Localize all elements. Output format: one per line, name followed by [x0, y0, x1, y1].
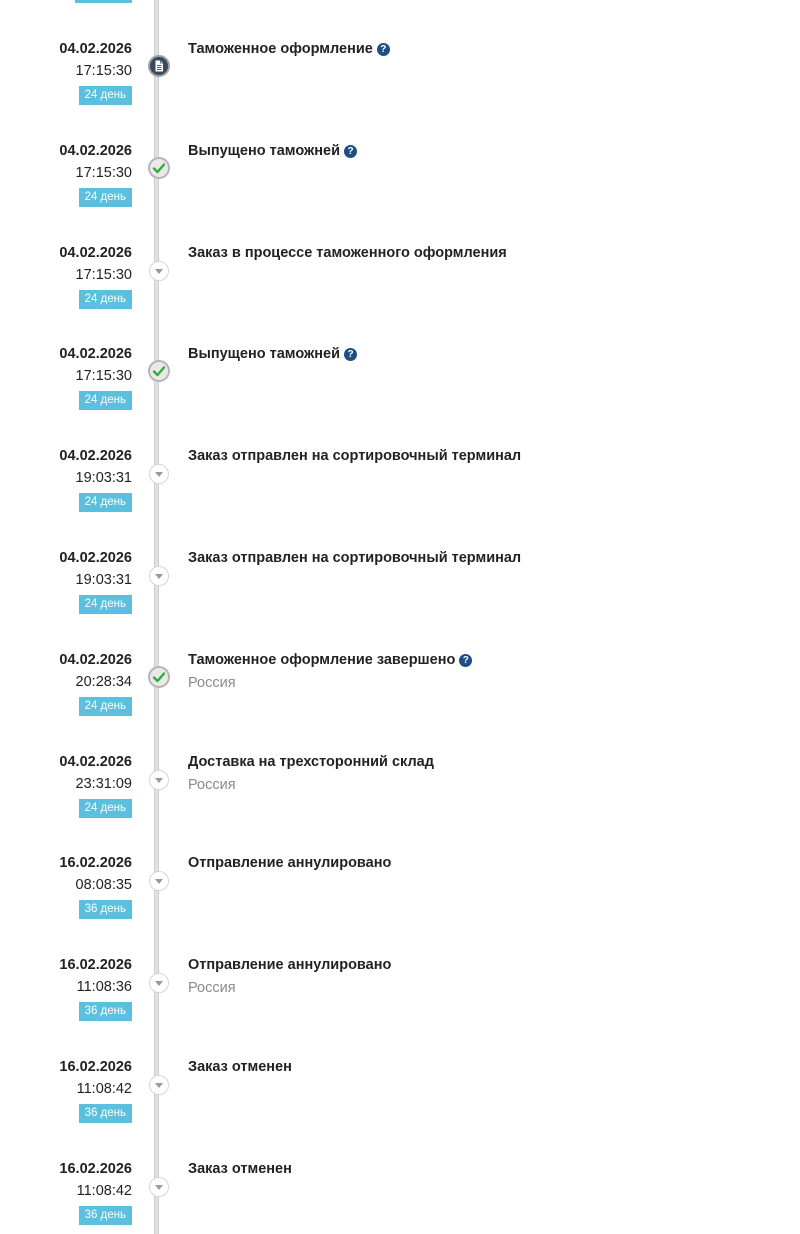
timeline-event	[0, 345, 800, 445]
event-date: 16.02.2026	[59, 1059, 132, 1075]
event-location: Россия	[188, 675, 236, 691]
event-title-text: Выпущено таможней	[188, 346, 341, 362]
timeline-event	[0, 142, 800, 242]
event-title-text: Заказ отменен	[188, 1059, 292, 1075]
event-title	[188, 549, 521, 567]
arrow-down-icon	[149, 973, 169, 993]
event-time: 17:15:30	[75, 267, 132, 283]
check-icon	[148, 157, 170, 179]
event-title	[188, 40, 390, 58]
day-badge: 24 день	[79, 290, 132, 309]
event-location: Россия	[188, 777, 236, 793]
event-time: 08:08:35	[75, 877, 132, 893]
arrow-down-icon	[149, 464, 169, 484]
help-icon[interactable]: ?	[459, 654, 472, 667]
event-time: 17:15:30	[75, 165, 132, 181]
day-badge: 24 день	[79, 391, 132, 410]
day-badge: 24 день	[79, 595, 132, 614]
help-icon[interactable]: ?	[377, 43, 390, 56]
help-icon[interactable]: ?	[344, 348, 357, 361]
event-title-text: Отправление аннулировано	[188, 957, 392, 973]
timeline-event	[0, 753, 800, 853]
event-time: 19:03:31	[75, 470, 132, 486]
event-time: 17:15:30	[75, 63, 132, 79]
day-badge: 24 день	[79, 86, 132, 105]
arrow-down-icon	[149, 871, 169, 891]
arrow-down-icon	[149, 566, 169, 586]
event-date: 16.02.2026	[59, 1161, 132, 1177]
day-badge: 36 день	[79, 1104, 132, 1123]
day-badge: 36 день	[79, 1206, 132, 1225]
event-title-text: Выпущено таможней	[188, 143, 341, 159]
arrow-down-icon	[149, 770, 169, 790]
event-title-text: Заказ в процессе таможенного оформления	[188, 245, 507, 261]
event-title	[188, 1058, 292, 1076]
day-badge: 24 день	[79, 188, 132, 207]
event-date: 04.02.2026	[59, 41, 132, 57]
arrow-down-icon	[149, 1075, 169, 1095]
check-icon	[148, 360, 170, 382]
event-title-text: Доставка на трехсторонний склад	[188, 754, 434, 770]
event-date: 04.02.2026	[59, 754, 132, 770]
help-icon[interactable]: ?	[344, 145, 357, 158]
event-title	[188, 345, 357, 363]
event-date: 04.02.2026	[59, 346, 132, 362]
day-badge: 24 день	[79, 697, 132, 716]
event-title	[188, 753, 434, 771]
day-badge: 36 день	[79, 1002, 132, 1021]
timeline-event	[0, 1160, 800, 1234]
previous-day-badge-edge	[75, 0, 132, 3]
timeline-event	[0, 40, 800, 140]
event-title-text: Заказ отправлен на сортировочный терминал	[188, 550, 522, 566]
event-time: 11:08:42	[76, 1183, 132, 1199]
event-title	[188, 956, 391, 974]
event-title-text: Заказ отменен	[188, 1161, 292, 1177]
timeline-event	[0, 1058, 800, 1158]
timeline-event	[0, 854, 800, 954]
event-title-text: Таможенное оформление	[188, 41, 373, 57]
event-time: 23:31:09	[75, 776, 132, 792]
event-title	[188, 244, 507, 262]
check-icon	[148, 666, 170, 688]
event-date: 16.02.2026	[59, 855, 132, 871]
timeline-event	[0, 956, 800, 1056]
event-title	[188, 854, 391, 872]
event-date: 04.02.2026	[59, 550, 132, 566]
event-date: 04.02.2026	[59, 245, 132, 261]
event-date: 04.02.2026	[59, 143, 132, 159]
event-title	[188, 447, 521, 465]
event-title	[188, 651, 472, 669]
timeline-event	[0, 549, 800, 649]
event-time: 11:08:36	[76, 979, 132, 995]
event-title-text: Заказ отправлен на сортировочный терминал	[188, 448, 522, 464]
event-time: 17:15:30	[75, 368, 132, 384]
event-title-text: Таможенное оформление завершено	[188, 652, 456, 668]
timeline-event	[0, 244, 800, 344]
event-time: 11:08:42	[76, 1081, 132, 1097]
event-title	[188, 142, 357, 160]
arrow-down-icon	[149, 261, 169, 281]
timeline-event	[0, 651, 800, 751]
event-title-text: Отправление аннулировано	[188, 855, 392, 871]
event-time: 20:28:34	[75, 674, 132, 690]
event-date: 16.02.2026	[59, 957, 132, 973]
event-title	[188, 1160, 292, 1178]
event-date: 04.02.2026	[59, 652, 132, 668]
day-badge: 36 день	[79, 900, 132, 919]
document-icon	[148, 55, 170, 77]
event-time: 19:03:31	[75, 572, 132, 588]
event-date: 04.02.2026	[59, 448, 132, 464]
timeline-event	[0, 447, 800, 547]
arrow-down-icon	[149, 1177, 169, 1197]
event-location: Россия	[188, 980, 236, 996]
day-badge: 24 день	[79, 799, 132, 818]
day-badge: 24 день	[79, 493, 132, 512]
